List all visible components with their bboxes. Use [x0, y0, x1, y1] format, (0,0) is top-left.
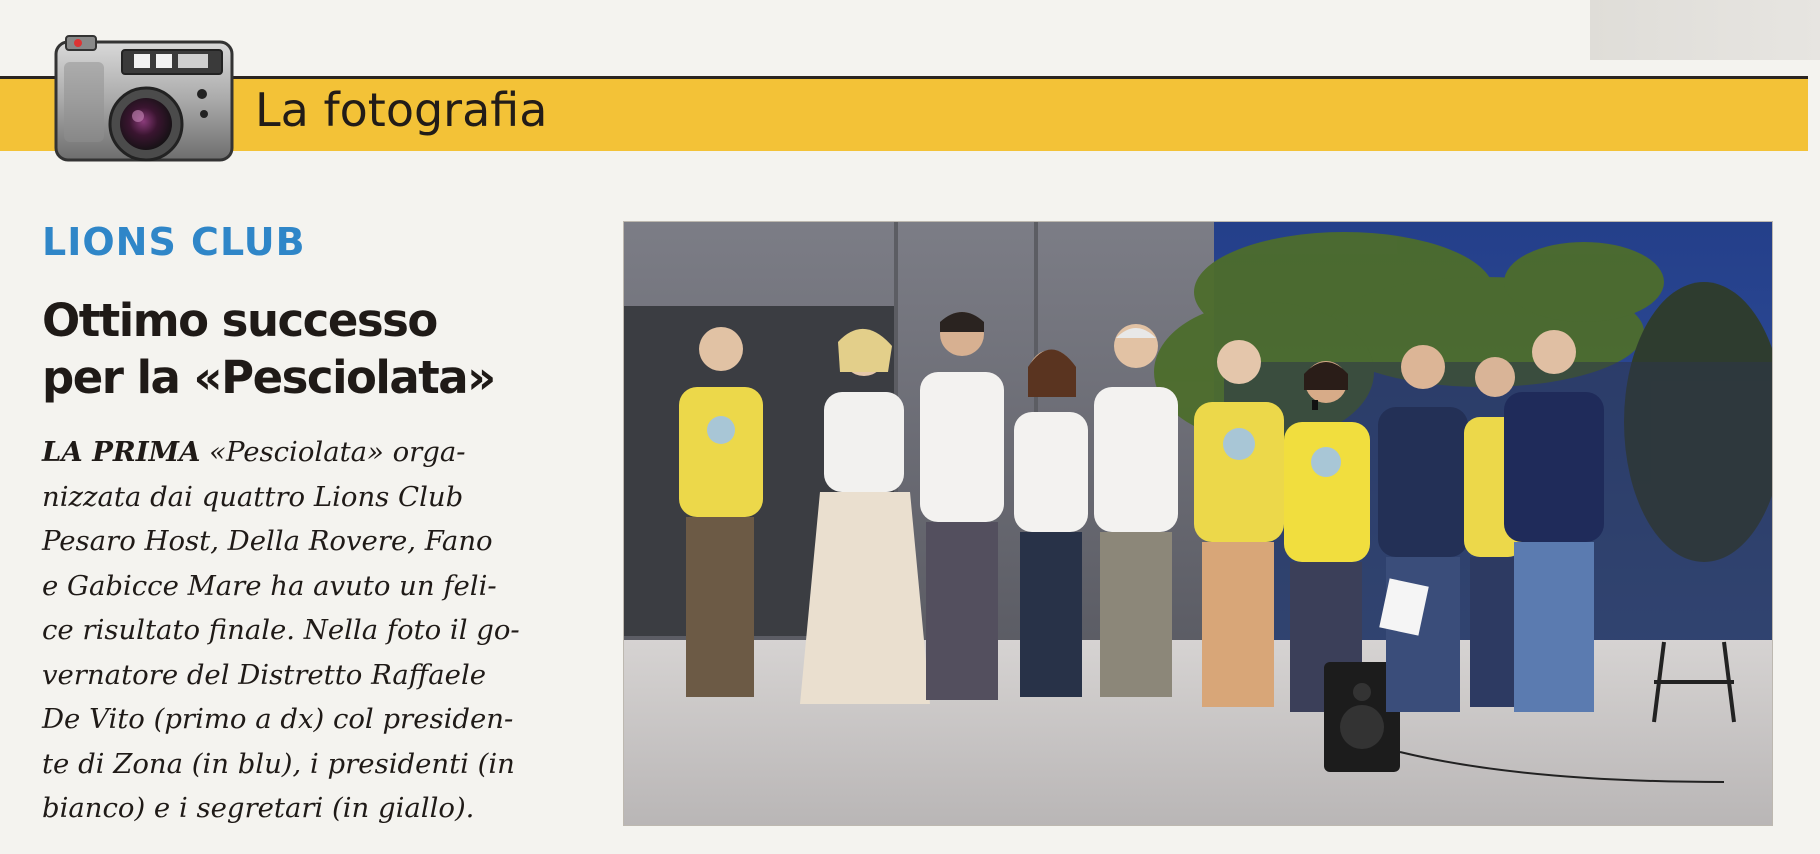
article-photo: [623, 221, 1773, 826]
body-line: ce risultato finale. Nella foto il go-: [42, 614, 520, 646]
body-line: nizzata dai quattro Lions Club: [42, 480, 464, 513]
body-line: bianco) e i segretari (in giallo).: [42, 792, 475, 824]
body-line-text: «Pesciolata» orga-: [209, 436, 466, 468]
article-headline: [42, 292, 602, 406]
body-line: e Gabicce Mare ha avuto un feli-: [42, 569, 497, 602]
camera-icon: [52, 32, 242, 172]
body-line: [42, 430, 567, 475]
bleed-through-area: [1590, 0, 1820, 60]
article-lead: LA PRIMA: [42, 436, 201, 468]
headline-line: Ottimo successo: [42, 294, 437, 347]
body-line: De Vito (primo a dx) col presiden-: [42, 703, 514, 735]
section-title: La fotografia: [255, 83, 548, 137]
article-kicker: LIONS CLUB: [42, 220, 306, 264]
body-line: vernatore del Distretto Raffaele: [42, 658, 487, 691]
group-photo-illustration: [624, 222, 1772, 825]
headline-line: per la «Pesciolata»: [42, 351, 495, 404]
article-body: [42, 430, 567, 831]
body-line: Pesaro Host, Della Rovere, Fano: [42, 525, 493, 557]
body-line: te di Zona (in blu), i presidenti (in: [42, 747, 515, 780]
